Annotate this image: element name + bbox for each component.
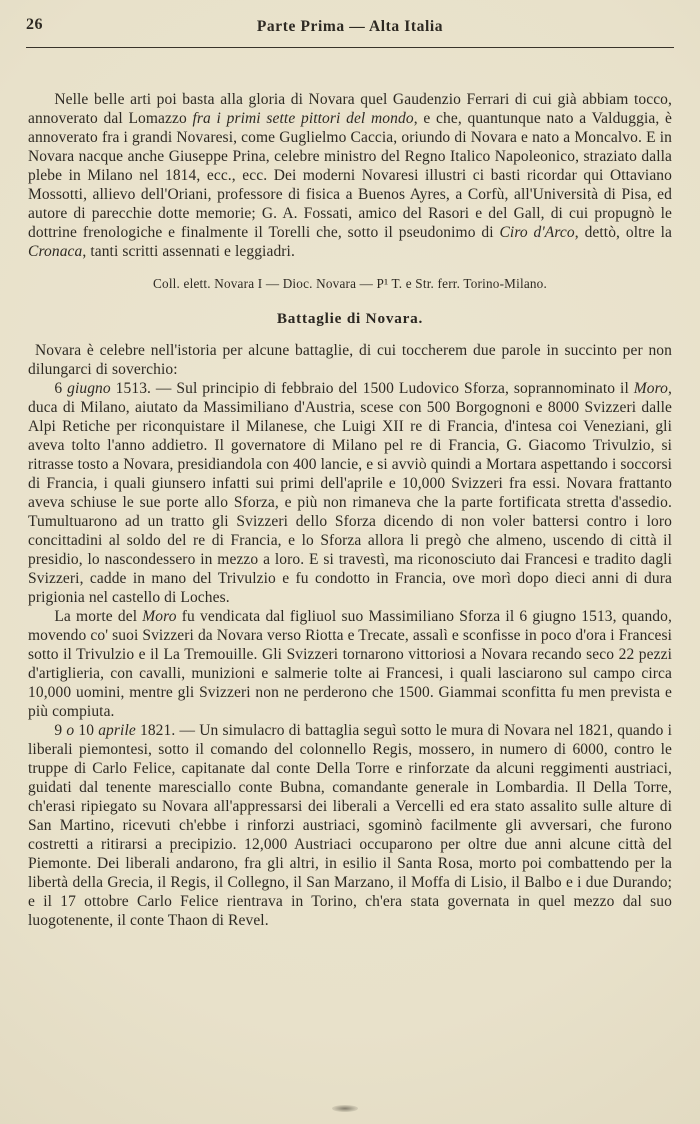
running-title: Parte Prima — Alta Italia [256,18,444,35]
header-rule [26,47,674,48]
paragraph-morte-moro: La morte del Moro fu vendicata dal figliuol suo Massimiliano Sforza il 6 giugno 1513, quando, movendo co' suoi Svizzeri da Novara verso Riotta e Trecate, assalì e sconfisse in poco d'ora i Francesi sotto il Trivulzio e il La Tremouille. Gli Svizzeri tornarono vittoriosi a Novara recando seco 22 pezzi d'artiglieria, con cavalli, munizioni e salmerie tolte ai Francesi, i quali lasciarono sul campo circa 10,000 uomini, mentre gli Svizzeri non ne perderono che 1500. Giammai sconfitta fu men prevista e più compiuta. [28,608,672,720]
page-number: 26 [26,16,43,33]
collegio-line: Coll. elett. Novara I — Dioc. Novara — P¹ T. e Str. ferr. Torino-Milano. [153,276,547,291]
scan-smudge-artifact [332,1105,358,1112]
page-header [0,0,700,40]
paragraph-fine-arts: Nelle belle arti poi basta alla gloria di Novara quel Gaudenzio Ferrari di cui già abbiam tocco, annoverato dal Lomazzo fra i primi sette pittori del mondo, e che, quantunque nato a Valduggia, è annoverato fra i grandi Novaresi, come Guglielmo Caccia, oriundo di Novara e nato a Moncalvo. E in Novara nacque anche Giuseppe Prina, celebre ministro del Regno Italico Napoleonico, straziato dalla plebe in Milano nel 1814, ecc., ecc. Dei moderni Novaresi illustri ci basti ricordar qui Ottaviano Mossotti, allievo dell'Oriani, professore di fisica a Buenos Ayres, a Corfù, all'Università di Pisa, ed autore di parecchie dotte memorie; G. A. Fossati, amico del Rasori e del Gall, di cui propugnò le dottrine frenologiche e finalmente il Torelli che, sotto il pseudonimo di Ciro d'Arco, dettò, oltre la Cronaca, tanti scritti assennati e leggiadri. [28,91,672,260]
page-body [28,90,672,930]
paragraph-battle-1821: 9 o 10 aprile 1821. — Un simulacro di battaglia seguì sotto le mura di Novara nel 1821, quando i liberali piemontesi, sotto il comando del colonnello Regis, mossero, in numero di 6000, contro le truppe di Carlo Felice, capitanate dal conte Della Torre e rinforzate da alcuni reggimenti austriaci, guidati dal tenente maresciallo conte Bubna, comandante generale in Lombardia. Il Della Torre, ch'erasi ripiegato su Novara all'appressarsi dei liberali a Vercelli ed era stato assalito sulle alture di San Martino, ricevuti ch'ebbe i rinforzi austriaci, sgominò facilmente gli avversari, che furono costretti a ritirarsi a precipizio. 12,000 Austriaci occuparono per oltre due anni alcune città del Piemonte. Dei liberali andarono, fra gli altri, in esilio il Santa Rosa, morto poi combattendo per la libertà della Grecia, il Regis, il Collegno, il San Marzano, il Moffa di Lisio, il Balbo e i due Durando; e il 17 ottobre Carlo Felice rientrava in Torino, ch'era stata governata in quel mezzo dal suo luogotenente, il conte Thaon di Revel. [28,722,673,929]
section-heading: Battaglie di Novara. [276,310,424,327]
paragraph-battle-1513: 6 giugno 1513. — Sul principio di febbraio del 1500 Ludovico Sforza, soprannominato il Moro, duca di Milano, aiutato da Massimiliano d'Austria, scese con 500 Borgognoni e 8000 Svizzeri dalle Alpi Retiche per riconquistare il Milanese, che Luigi XII re di Francia, d'intesa coi Veneziani, gli aveva tolto l'anno addietro. Il governatore di Milano pel re di Francia, G. Giacomo Trivulzio, si ritrasse tosto a Novara, presidiandola con 400 lancie, e si avviò quindi a Mortara aspettando i soccorsi di Francia, i quali giunsero infatti sui primi dell'aprile e 10,000 Svizzeri fra essi. Novara frattanto aveva schiuse le sue porte allo Sforza, e più non rimaneva che la parte fortificata stretta d'assedio. Tumultuarono ad un tratto gli Svizzeri dello Sforza dicendo di non voler battersi contro i loro concittadini al soldo del re di Francia, e lo Sforza allora li pregò che almeno, uscendo di città il presidio, lo nascondessero in mezzo a loro. E si travestì, ma riconosciuto dai Francesi e tradito dagli Svizzeri, cadde in mano del Trivulzio e fu condotto in Francia, ove morì dopo dieci anni di dura prigionia nel castello di Loches. [28,380,673,606]
paragraph-intro: Novara è celebre nell'istoria per alcune battaglie, di cui toccherem due parole in succinto per non dilungarci di soverchio: [28,342,672,378]
